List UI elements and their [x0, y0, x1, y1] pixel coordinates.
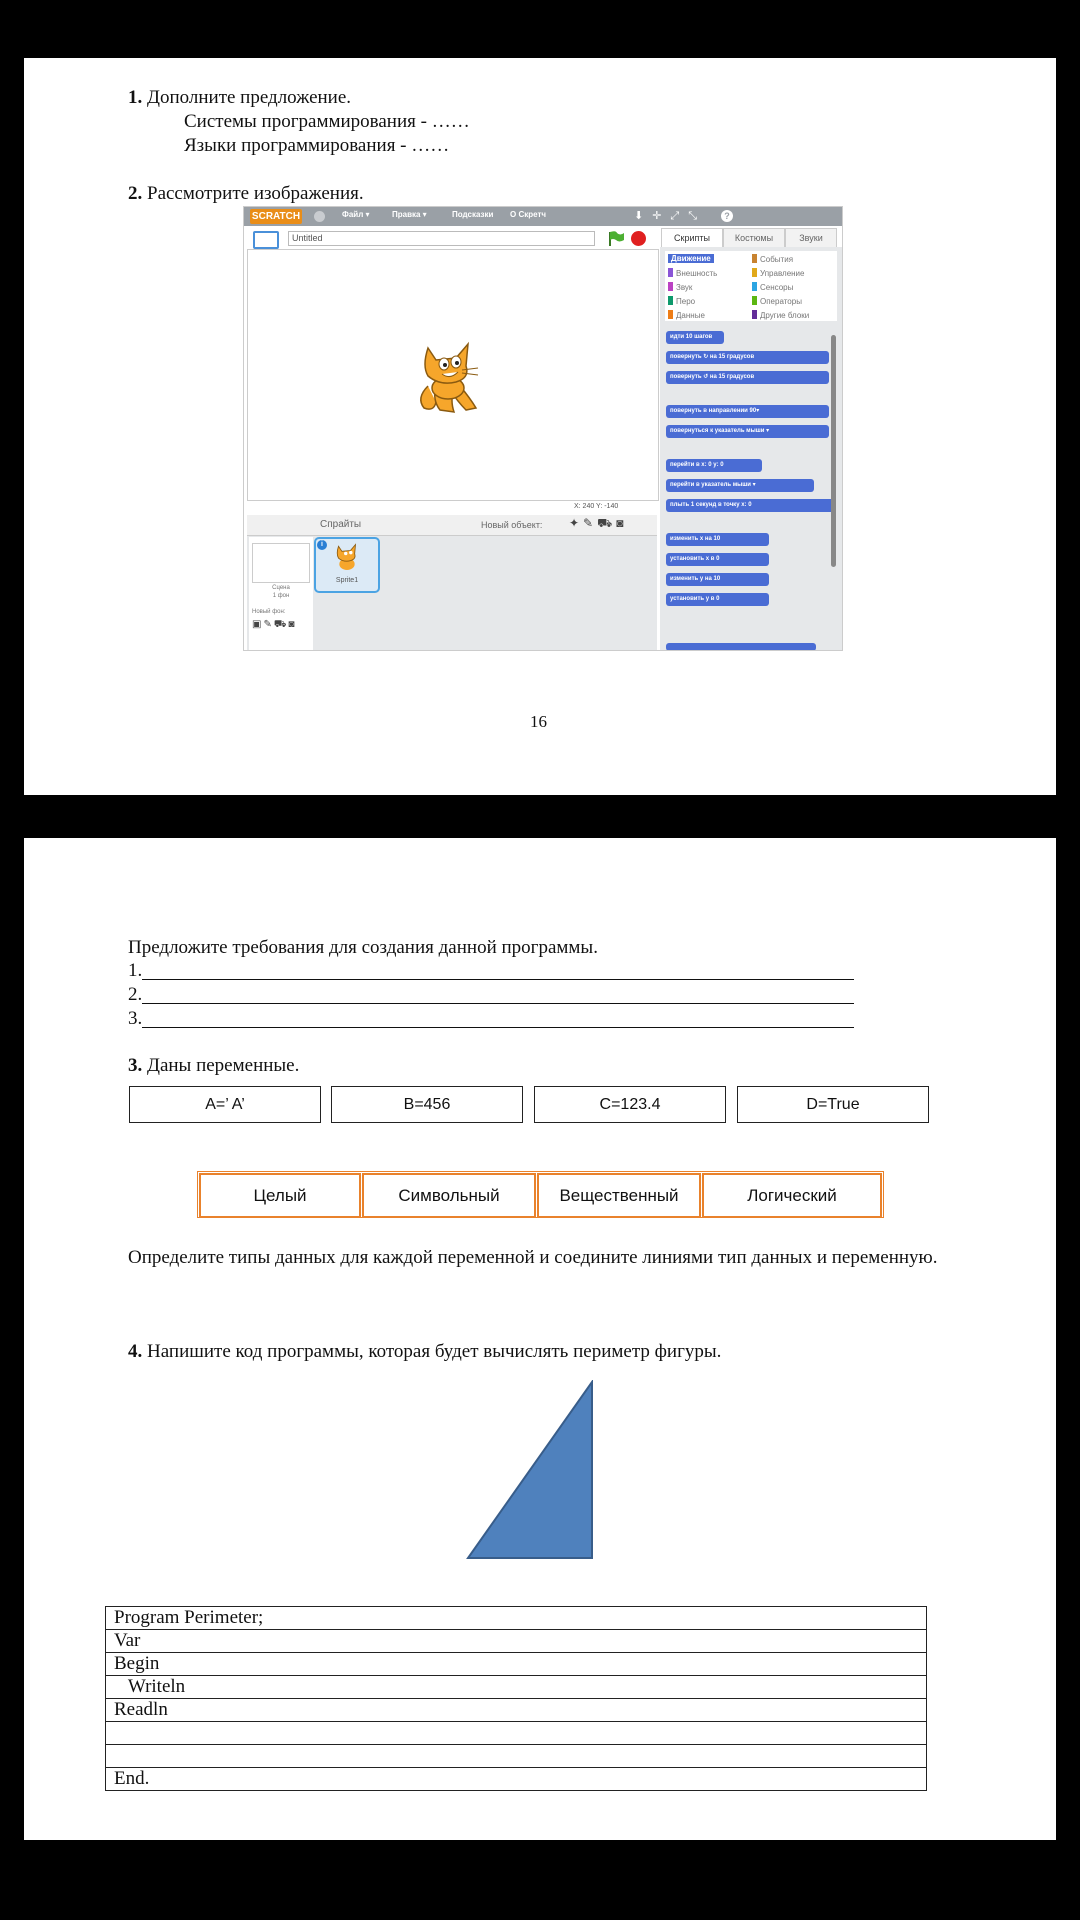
sprites-header: [247, 515, 657, 536]
requirement-line-3: [128, 1007, 142, 1031]
code-row: [106, 1653, 927, 1676]
scratch-logo: SCRATCH: [251, 211, 301, 222]
code-line[interactable]: Writeln: [106, 1676, 927, 1699]
scratch-menubar: [244, 207, 842, 226]
info-icon: i: [317, 540, 327, 550]
scratch-screenshot: [243, 206, 843, 651]
task-3-instruction: Определите типы данных для каждой переменной и соедините линиями тип данных и переменную.: [128, 1247, 938, 1268]
type-boolean: Логический: [702, 1173, 882, 1218]
category-sensing: Сенсоры: [752, 282, 793, 292]
category-data: Данные: [668, 310, 705, 320]
code-row: [106, 1607, 927, 1630]
answer-line[interactable]: [142, 983, 854, 1004]
block-move: идти 10 шагов: [666, 331, 724, 344]
task-number: 4.: [128, 1341, 143, 1362]
variable-a: A=’ A’: [129, 1086, 321, 1123]
code-table: [105, 1606, 927, 1791]
block-set-x: установить x в 0: [666, 553, 769, 566]
task-title: Даны переменные.: [147, 1055, 300, 1076]
block-turn-right: повернуть ↻ на 15 градусов: [666, 351, 829, 364]
category-operators: Операторы: [752, 296, 802, 306]
category-looks: Внешность: [668, 268, 717, 278]
fill-in-programming-languages: Языки программирования - ……: [184, 135, 450, 156]
code-line[interactable]: Begin: [106, 1653, 927, 1676]
sprites-label: Спрайты: [320, 519, 362, 530]
toolbar-icons: ⬇✛⤢⤡: [634, 210, 707, 222]
menu-about: О Скретч: [510, 210, 547, 219]
requirement-line-1: [128, 959, 142, 983]
cat-sprite-icon: [406, 338, 490, 418]
category-events: События: [752, 254, 793, 264]
menu-edit: Правка ▾: [392, 210, 427, 219]
category-more-blocks: Другие блоки: [752, 310, 809, 320]
req-number: 3.: [128, 1008, 143, 1029]
code-row: [106, 1630, 927, 1653]
block-partial: [666, 643, 816, 651]
task-title: Рассмотрите изображения.: [147, 183, 364, 204]
new-object-label: Новый объект:: [481, 520, 543, 530]
requirements-title: Предложите требования для создания данной программы.: [128, 937, 598, 958]
variable-b: B=456: [331, 1086, 523, 1123]
palette-scrollbar: [831, 335, 836, 567]
category-motion: Движение: [668, 254, 714, 263]
answer-line[interactable]: [142, 1007, 854, 1028]
page-number: 16: [530, 712, 547, 731]
project-title-field: Untitled: [288, 231, 595, 246]
block-glide: плыть 1 секунд в точку x: 0: [666, 499, 834, 512]
block-point-direction: повернуть в направлении 90▾: [666, 405, 829, 418]
category-control: Управление: [752, 268, 804, 278]
fill-in-programming-systems: Системы программирования - ……: [184, 111, 470, 132]
stage-thumbnail: [252, 543, 310, 583]
sprites-panel: [247, 515, 657, 650]
type-char: Символьный: [362, 1173, 536, 1218]
block-turn-left: повернуть ↺ на 15 градусов: [666, 371, 829, 384]
block-palette: [660, 247, 842, 650]
stage-sub-label: 1 фон: [272, 593, 290, 599]
category-sound: Звук: [668, 282, 692, 292]
right-triangle-figure: [466, 1380, 594, 1560]
code-line[interactable]: [106, 1745, 927, 1768]
task-1-heading: [128, 86, 351, 110]
tab-sounds: Звуки: [785, 228, 837, 247]
code-line[interactable]: Program Perimeter;: [106, 1607, 927, 1630]
code-row: [106, 1768, 927, 1791]
code-line[interactable]: [106, 1722, 927, 1745]
menu-tips: Подсказки: [452, 210, 494, 219]
block-go-to-xy: перейти в x: 0 y: 0: [666, 459, 762, 472]
stop-icon: [631, 231, 646, 246]
task-number: 3.: [128, 1055, 143, 1076]
block-go-to: перейти в указатель мыши ▾: [666, 479, 814, 492]
block-change-x: изменить x на 10: [666, 533, 769, 546]
sprite-thumbnail: [314, 537, 380, 593]
type-real: Вещественный: [537, 1173, 701, 1218]
task-title: Напишите код программы, которая будет вычислять периметр фигуры.: [147, 1341, 722, 1362]
cat-thumbnail-icon: [328, 542, 366, 576]
task-number: 2.: [128, 183, 143, 204]
page-2: [24, 838, 1056, 1840]
code-row: [106, 1676, 927, 1699]
requirement-line-2: [128, 983, 142, 1007]
task-2-heading: [128, 182, 364, 206]
new-backdrop-icons: ▣✎⛟◙: [252, 619, 297, 630]
stage-label: Сцена: [272, 585, 290, 591]
globe-icon: [314, 211, 325, 222]
green-flag-icon: [607, 230, 625, 246]
code-row: [106, 1699, 927, 1722]
new-backdrop-label: Новый фон:: [252, 609, 286, 615]
code-line[interactable]: Var: [106, 1630, 927, 1653]
new-sprite-icons: ✦✎⛟◙: [569, 516, 628, 530]
req-number: 1.: [128, 960, 143, 981]
presentation-mode-icon: [253, 231, 279, 249]
category-pen: Перо: [668, 296, 695, 306]
code-line[interactable]: End.: [106, 1768, 927, 1791]
stage-thumbnail-panel: [249, 537, 313, 650]
task-number: 1.: [128, 87, 143, 108]
block-change-y: изменить y на 10: [666, 573, 769, 586]
task-title: Дополните предложение.: [147, 87, 352, 108]
tab-scripts: Скрипты: [661, 228, 723, 247]
code-row: [106, 1745, 927, 1768]
task-4-heading: [128, 1340, 721, 1364]
req-number: 2.: [128, 984, 143, 1005]
block-set-y: установить y в 0: [666, 593, 769, 606]
tab-costumes: Костюмы: [723, 228, 785, 247]
page-1: [24, 58, 1056, 795]
block-point-towards: повернуться к указатель мыши ▾: [666, 425, 829, 438]
code-row: [106, 1722, 927, 1745]
variable-c: C=123.4: [534, 1086, 726, 1123]
stage-area: [247, 249, 659, 501]
sprite-name: Sprite1: [335, 577, 359, 584]
answer-line[interactable]: [142, 959, 854, 980]
code-line[interactable]: Readln: [106, 1699, 927, 1722]
menu-file: Файл ▾: [342, 210, 370, 219]
help-icon: ?: [721, 210, 733, 222]
variable-d: D=True: [737, 1086, 929, 1123]
stage-coordinates: X: 240 Y: -140: [574, 503, 619, 510]
task-3-heading: [128, 1054, 299, 1078]
type-integer: Целый: [199, 1173, 361, 1218]
